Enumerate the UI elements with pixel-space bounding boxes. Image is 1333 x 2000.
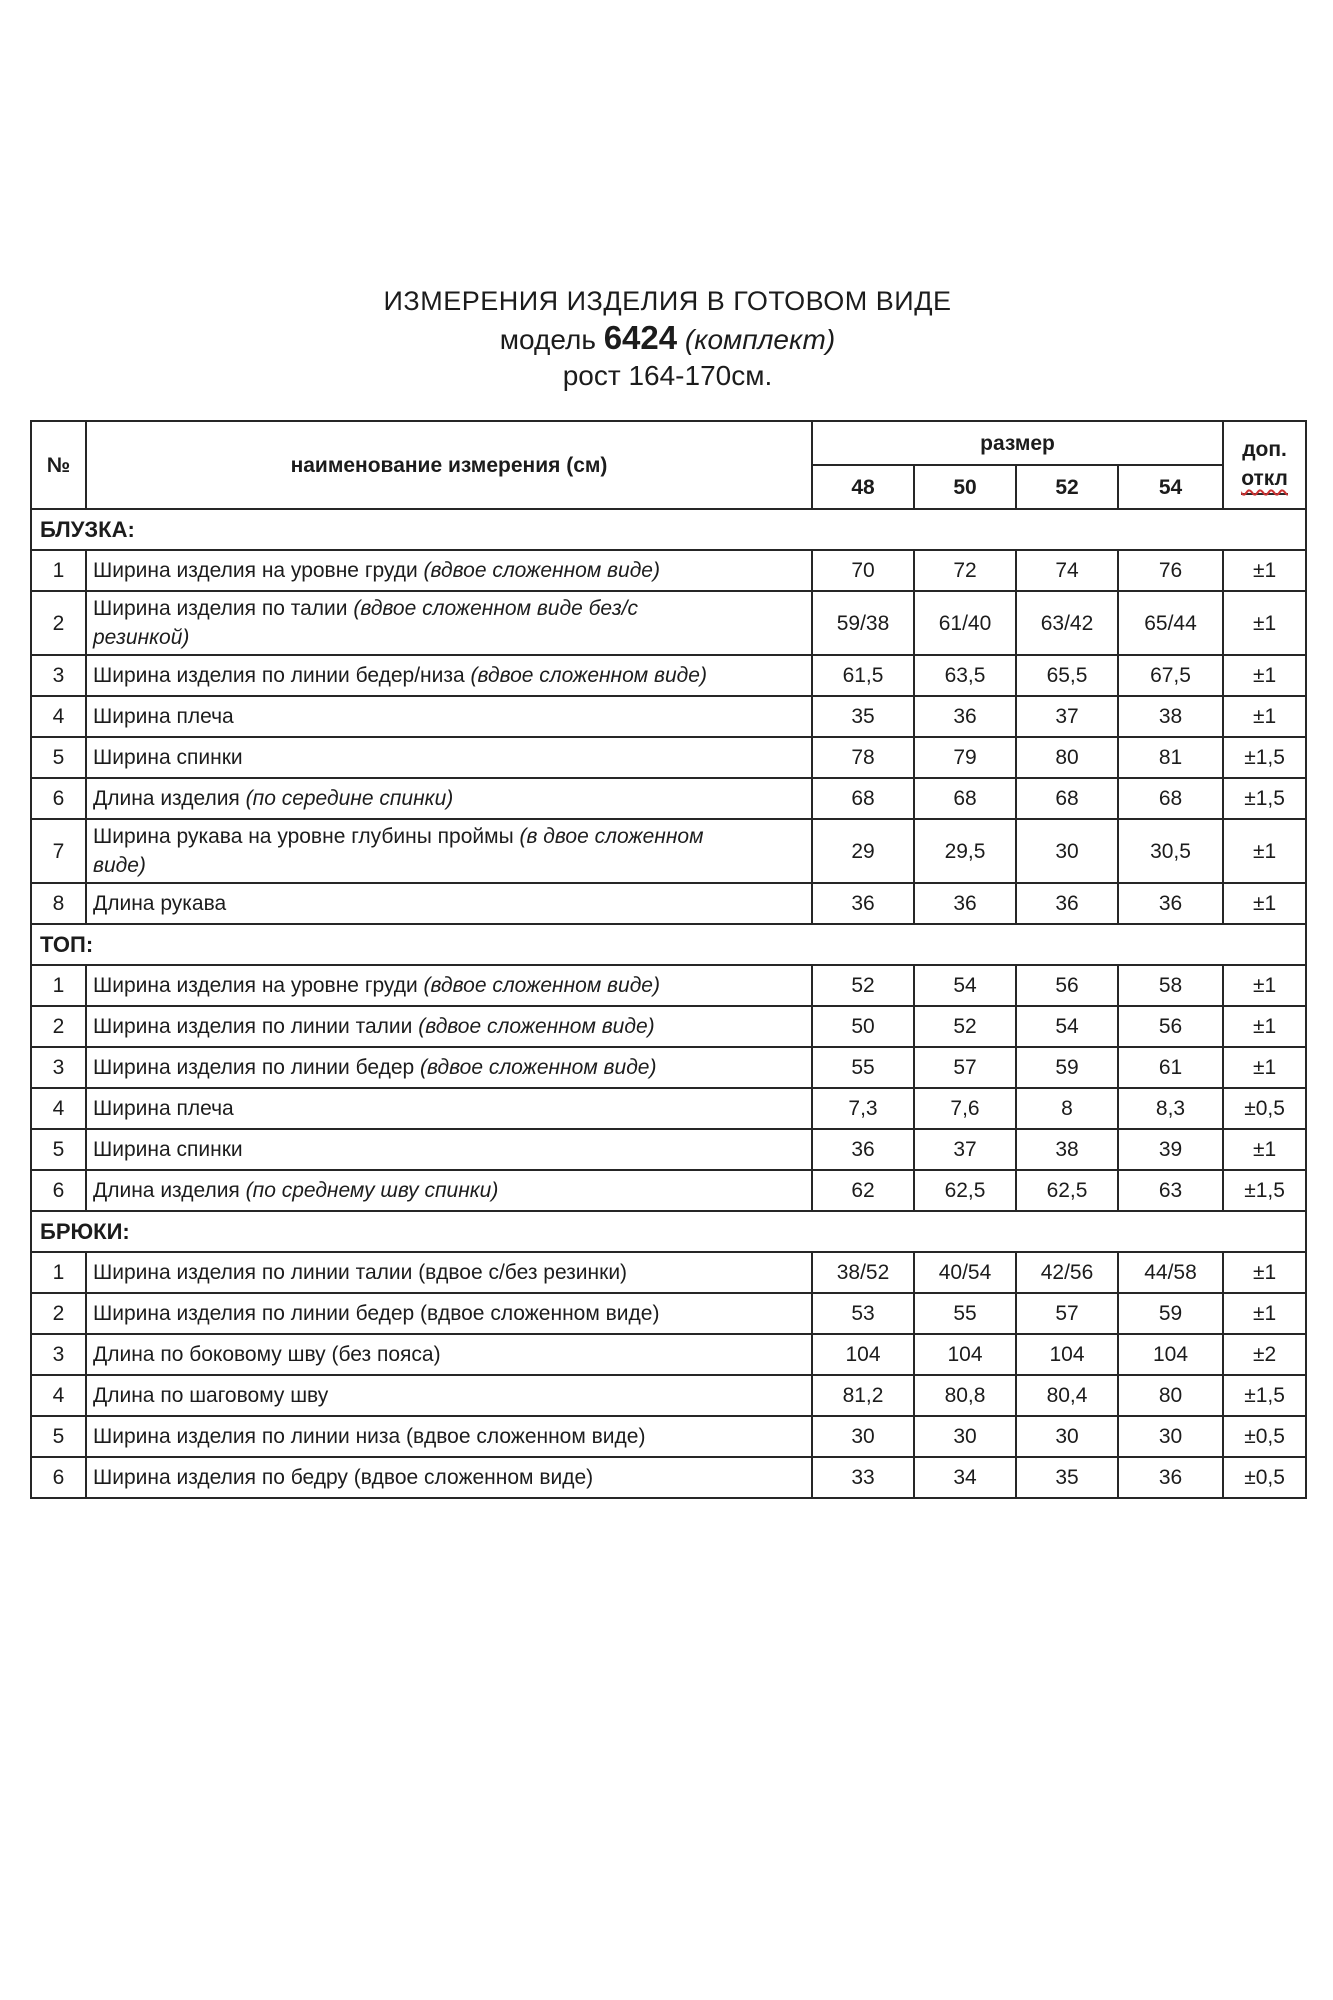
size-value: 30 (812, 1416, 914, 1457)
size-value: 35 (812, 696, 914, 737)
measurement-name-text: Ширина плеча (93, 705, 234, 728)
table-row (31, 1252, 1306, 1293)
size-value: 67,5 (1118, 655, 1223, 696)
size-value: 34 (914, 1457, 1016, 1498)
row-number: 2 (31, 1006, 86, 1047)
size-value: 36 (812, 1129, 914, 1170)
size-value: 65,5 (1016, 655, 1118, 696)
tolerance-value: ±1 (1223, 1129, 1306, 1170)
size-value: 68 (914, 778, 1016, 819)
measurement-name-note: (по среднему шву спинки) (245, 1179, 499, 1202)
measurement-name (86, 737, 812, 778)
measurement-name (86, 1375, 812, 1416)
tolerance-value: ±1 (1223, 550, 1306, 591)
tolerance-value: ±1 (1223, 655, 1306, 696)
size-value: 7,6 (914, 1088, 1016, 1129)
size-value: 36 (1118, 1457, 1223, 1498)
measurement-name (86, 883, 812, 924)
size-value: 104 (812, 1334, 914, 1375)
size-value: 57 (914, 1047, 1016, 1088)
tolerance-value: ±0,5 (1223, 1457, 1306, 1498)
size-value: 40/54 (914, 1252, 1016, 1293)
table-row (31, 965, 1306, 1006)
measurement-name-text: Длина рукава (93, 892, 227, 915)
size-value: 54 (914, 965, 1016, 1006)
size-value: 104 (1016, 1334, 1118, 1375)
measurements-table (30, 420, 1307, 1499)
header-measurement-name: наименование измерения (см) (86, 421, 812, 509)
measurement-name (86, 696, 812, 737)
document-title-block (30, 0, 1305, 394)
size-value: 59 (1016, 1047, 1118, 1088)
section-row (31, 924, 1306, 965)
measurement-name-note: (вдвое сложенном виде без/с (353, 597, 638, 620)
measurement-name (86, 591, 812, 655)
measurement-name (86, 655, 812, 696)
size-value: 81,2 (812, 1375, 914, 1416)
header-tolerance (1223, 421, 1306, 509)
section-header: БЛУЗКА: (31, 509, 1306, 550)
measurement-name-note-line2: виде) (93, 854, 146, 877)
size-value: 30 (914, 1416, 1016, 1457)
size-value: 44/58 (1118, 1252, 1223, 1293)
tolerance-value: ±1,5 (1223, 1170, 1306, 1211)
row-number: 1 (31, 550, 86, 591)
measurement-name (86, 1170, 812, 1211)
size-value: 42/56 (1016, 1252, 1118, 1293)
size-value: 58 (1118, 965, 1223, 1006)
measurement-name-text: Ширина изделия по линии бедер (вдвое сложенном виде) (93, 1302, 660, 1325)
size-value: 37 (914, 1129, 1016, 1170)
measurement-name-note: (вдвое сложенном виде) (423, 974, 660, 997)
size-value: 81 (1118, 737, 1223, 778)
size-value: 53 (812, 1293, 914, 1334)
row-number: 3 (31, 1047, 86, 1088)
measurement-name-text: Ширина изделия по линии низа (вдвое сложенном виде) (93, 1425, 646, 1448)
measurement-name (86, 819, 812, 883)
size-value: 36 (914, 883, 1016, 924)
size-value: 8,3 (1118, 1088, 1223, 1129)
size-value: 55 (914, 1293, 1016, 1334)
tolerance-value: ±1,5 (1223, 737, 1306, 778)
size-value: 39 (1118, 1129, 1223, 1170)
tolerance-value: ±1 (1223, 1006, 1306, 1047)
tolerance-value: ±1,5 (1223, 1375, 1306, 1416)
size-value: 30,5 (1118, 819, 1223, 883)
tolerance-value: ±1 (1223, 591, 1306, 655)
table-row (31, 883, 1306, 924)
table-row (31, 819, 1306, 883)
size-value: 29,5 (914, 819, 1016, 883)
measurement-name (86, 1252, 812, 1293)
measurement-name-text: Ширина изделия по линии бедер (93, 1056, 421, 1079)
measurement-name (86, 550, 812, 591)
size-value: 52 (812, 965, 914, 1006)
table-row (31, 696, 1306, 737)
tolerance-value: ±1 (1223, 965, 1306, 1006)
size-value: 30 (1016, 1416, 1118, 1457)
size-value: 76 (1118, 550, 1223, 591)
size-value: 80,8 (914, 1375, 1016, 1416)
measurement-name-note: (в двое сложенном (519, 825, 704, 848)
tolerance-value: ±1 (1223, 819, 1306, 883)
measurement-name (86, 1416, 812, 1457)
size-value: 63/42 (1016, 591, 1118, 655)
tolerance-value: ±2 (1223, 1334, 1306, 1375)
tolerance-value: ±1 (1223, 1293, 1306, 1334)
measurement-name (86, 965, 812, 1006)
measurement-name-note: (вдвое сложенном виде) (423, 559, 660, 582)
row-number: 2 (31, 1293, 86, 1334)
table-row (31, 1006, 1306, 1047)
size-value: 29 (812, 819, 914, 883)
size-value: 61,5 (812, 655, 914, 696)
size-value: 68 (812, 778, 914, 819)
table-row (31, 1047, 1306, 1088)
model-kit-note: (комплект) (684, 324, 836, 355)
size-value: 79 (914, 737, 1016, 778)
row-number: 2 (31, 591, 86, 655)
measurement-name-text: Длина изделия (93, 787, 246, 810)
measurement-name (86, 1088, 812, 1129)
size-value: 62 (812, 1170, 914, 1211)
size-value: 57 (1016, 1293, 1118, 1334)
model-number: 6424 (603, 319, 678, 356)
size-value: 59 (1118, 1293, 1223, 1334)
size-value: 63,5 (914, 655, 1016, 696)
tolerance-value: ±1 (1223, 1252, 1306, 1293)
row-number: 3 (31, 655, 86, 696)
size-value: 55 (812, 1047, 914, 1088)
measurement-name-note: (по середине спинки) (245, 787, 454, 810)
size-value: 65/44 (1118, 591, 1223, 655)
measurement-name-note: (вдвое сложенном виде) (420, 1056, 657, 1079)
height-range: рост 164-170см. (562, 360, 773, 391)
measurement-name-text: Ширина изделия на уровне груди (93, 974, 424, 997)
size-value: 56 (1118, 1006, 1223, 1047)
size-value: 61/40 (914, 591, 1016, 655)
tolerance-value: ±0,5 (1223, 1416, 1306, 1457)
row-number: 5 (31, 737, 86, 778)
row-number: 6 (31, 778, 86, 819)
size-value: 74 (1016, 550, 1118, 591)
size-value: 35 (1016, 1457, 1118, 1498)
size-value: 78 (812, 737, 914, 778)
row-number: 1 (31, 1252, 86, 1293)
size-value: 62,5 (914, 1170, 1016, 1211)
row-number: 4 (31, 696, 86, 737)
measurement-name-text: Ширина рукава на уровне глубины проймы (93, 825, 520, 848)
measurement-name-text: Ширина спинки (93, 746, 243, 769)
size-value: 80 (1118, 1375, 1223, 1416)
size-value: 8 (1016, 1088, 1118, 1129)
row-number: 5 (31, 1129, 86, 1170)
size-value: 62,5 (1016, 1170, 1118, 1211)
row-number: 7 (31, 819, 86, 883)
table-row (31, 591, 1306, 655)
size-value: 37 (1016, 696, 1118, 737)
tolerance-value: ±0,5 (1223, 1088, 1306, 1129)
table-row (31, 1088, 1306, 1129)
table-row (31, 778, 1306, 819)
size-value: 52 (914, 1006, 1016, 1047)
measurement-name (86, 1129, 812, 1170)
size-value: 36 (1016, 883, 1118, 924)
measurement-name-text: Ширина изделия по талии (93, 597, 354, 620)
size-value: 50 (812, 1006, 914, 1047)
row-number: 3 (31, 1334, 86, 1375)
size-value: 38 (1016, 1129, 1118, 1170)
size-value: 104 (914, 1334, 1016, 1375)
size-value: 80 (1016, 737, 1118, 778)
size-value: 68 (1118, 778, 1223, 819)
header-number-column: № (31, 421, 86, 509)
size-value: 70 (812, 550, 914, 591)
measurement-name-text: Длина по боковому шву (без пояса) (93, 1343, 441, 1366)
size-value: 36 (914, 696, 1016, 737)
header-tolerance-line2-underline (1241, 464, 1288, 495)
size-value: 61 (1118, 1047, 1223, 1088)
header-tolerance-line2: откл (1241, 467, 1288, 490)
size-value: 56 (1016, 965, 1118, 1006)
tolerance-value: ±1 (1223, 696, 1306, 737)
measurement-name-text: Ширина изделия по линии талии (93, 1015, 419, 1038)
row-number: 5 (31, 1416, 86, 1457)
measurement-name-text: Ширина плеча (93, 1097, 234, 1120)
model-label: модель (499, 324, 596, 355)
measurement-name (86, 1293, 812, 1334)
measurement-name (86, 1006, 812, 1047)
table-row (31, 1416, 1306, 1457)
measurement-name (86, 778, 812, 819)
table-row (31, 1375, 1306, 1416)
measurement-name (86, 1334, 812, 1375)
measurement-name-text: Ширина спинки (93, 1138, 243, 1161)
size-value: 54 (1016, 1006, 1118, 1047)
size-value: 104 (1118, 1334, 1223, 1375)
header-size-54: 54 (1118, 465, 1223, 509)
model-line (30, 319, 1305, 358)
measurement-name (86, 1047, 812, 1088)
tolerance-value: ±1 (1223, 883, 1306, 924)
table-row (31, 1170, 1306, 1211)
measurement-name-note-line2: резинкой) (93, 626, 190, 649)
size-value: 36 (1118, 883, 1223, 924)
header-size-52: 52 (1016, 465, 1118, 509)
section-header: ТОП: (31, 924, 1306, 965)
row-number: 4 (31, 1375, 86, 1416)
tolerance-value: ±1 (1223, 1047, 1306, 1088)
section-row (31, 1211, 1306, 1252)
table-row (31, 1129, 1306, 1170)
header-tolerance-line1: доп. (1242, 438, 1287, 461)
row-number: 4 (31, 1088, 86, 1129)
measurement-name-text: Ширина изделия по бедру (вдвое сложенном виде) (93, 1466, 594, 1489)
measurement-name-text: Ширина изделия по линии бедер/низа (93, 664, 471, 687)
size-value: 38 (1118, 696, 1223, 737)
table-header-row-1 (31, 421, 1306, 465)
table-row (31, 550, 1306, 591)
table-row (31, 1457, 1306, 1498)
size-value: 7,3 (812, 1088, 914, 1129)
measurement-name-text: Длина по шаговому шву (93, 1384, 329, 1407)
section-header: БРЮКИ: (31, 1211, 1306, 1252)
measurement-name (86, 1457, 812, 1498)
measurement-name-text: Ширина изделия по линии талии (вдвое с/без резинки) (93, 1261, 628, 1284)
size-value: 36 (812, 883, 914, 924)
measurement-name-note: (вдвое сложенном виде) (418, 1015, 655, 1038)
page-title: ИЗМЕРЕНИЯ ИЗДЕЛИЯ В ГОТОВОМ ВИДЕ (383, 286, 952, 316)
size-value: 30 (1016, 819, 1118, 883)
measurement-name-text: Ширина изделия на уровне груди (93, 559, 424, 582)
size-value: 33 (812, 1457, 914, 1498)
size-value: 59/38 (812, 591, 914, 655)
row-number: 1 (31, 965, 86, 1006)
size-value: 63 (1118, 1170, 1223, 1211)
size-value: 30 (1118, 1416, 1223, 1457)
size-value: 38/52 (812, 1252, 914, 1293)
table-row (31, 1293, 1306, 1334)
size-value: 72 (914, 550, 1016, 591)
size-value: 68 (1016, 778, 1118, 819)
tolerance-value: ±1,5 (1223, 778, 1306, 819)
row-number: 6 (31, 1170, 86, 1211)
header-size-48: 48 (812, 465, 914, 509)
measurement-name-note: (вдвое сложенном виде) (470, 664, 707, 687)
table-row (31, 737, 1306, 778)
section-row (31, 509, 1306, 550)
row-number: 8 (31, 883, 86, 924)
measurement-name-text: Длина изделия (93, 1179, 246, 1202)
table-row (31, 655, 1306, 696)
header-size-50: 50 (914, 465, 1016, 509)
size-value: 80,4 (1016, 1375, 1118, 1416)
table-row (31, 1334, 1306, 1375)
header-size-group: размер (812, 421, 1223, 465)
row-number: 6 (31, 1457, 86, 1498)
